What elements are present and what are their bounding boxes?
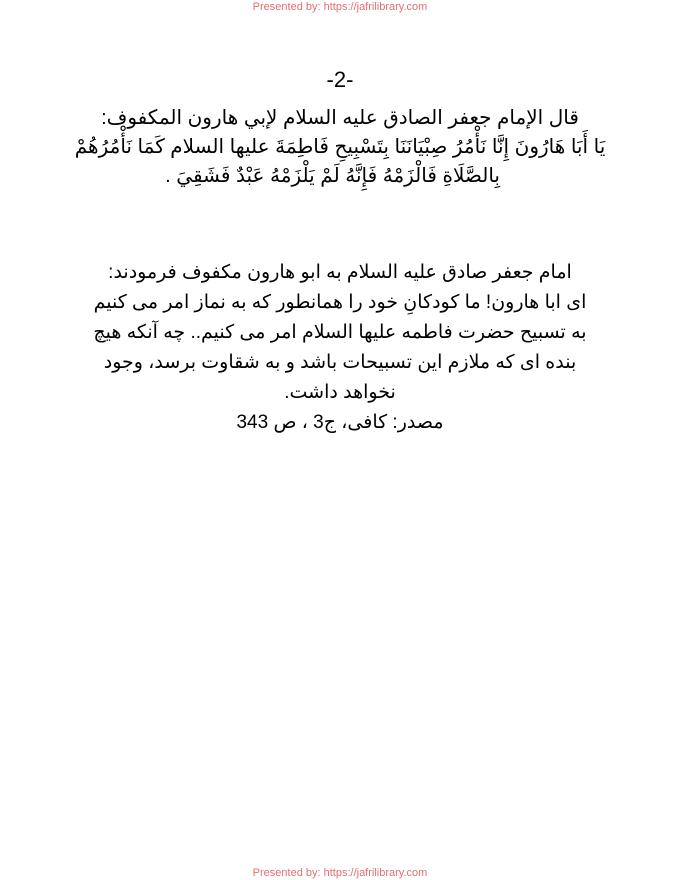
persian-line-3: به تسبيح حضرت فاطمه عليها السلام امر می كنيم.. چه آنكه هيچ bbox=[93, 322, 587, 343]
persian-translation bbox=[40, 258, 640, 438]
page-number: -2- bbox=[326, 67, 354, 92]
arabic-line-3: بِالصَّلَاةِ فَالْزَمْهُ فَإِنَّهُ لَمْ يَلْزَمْهُ عَبْدٌ فَشَقِيَ . bbox=[165, 165, 500, 187]
persian-line-1: امام جعفر صادق عليه السلام به ابو هارون مكفوف فرمودند: bbox=[108, 262, 572, 283]
arabic-line-2: يَا أَبَا هَارُونَ إِنَّا نَأْمُرُ صِبْيَانَنَا بِتَسْبِيحِ فَاطِمَةَ عليها السلام كَمَا نَأْمُرُهُمْ bbox=[74, 136, 606, 158]
arabic-hadith bbox=[40, 104, 640, 191]
persian-line-5: نخواهد داشت. bbox=[284, 382, 396, 403]
arabic-line-1: قال الإمام جعفر الصادق عليه السلام لإبي هارون المكفوف: bbox=[101, 107, 579, 129]
watermark-bottom: Presented by: https://jafrilibrary.com bbox=[252, 867, 428, 879]
persian-line-2: ای ابا هارون! ما كودكانِ خود را همانطور كه به نماز امر می كنيم bbox=[93, 292, 587, 313]
source-reference: مصدر: كافی، ج3 ، ص 343 bbox=[236, 412, 444, 433]
watermark-top: Presented by: https://jafrilibrary.com bbox=[252, 1, 428, 13]
persian-line-4: بنده ای كه ملازم اين تسبيحات باشد و به شقاوت برسد، وجود bbox=[103, 352, 577, 373]
